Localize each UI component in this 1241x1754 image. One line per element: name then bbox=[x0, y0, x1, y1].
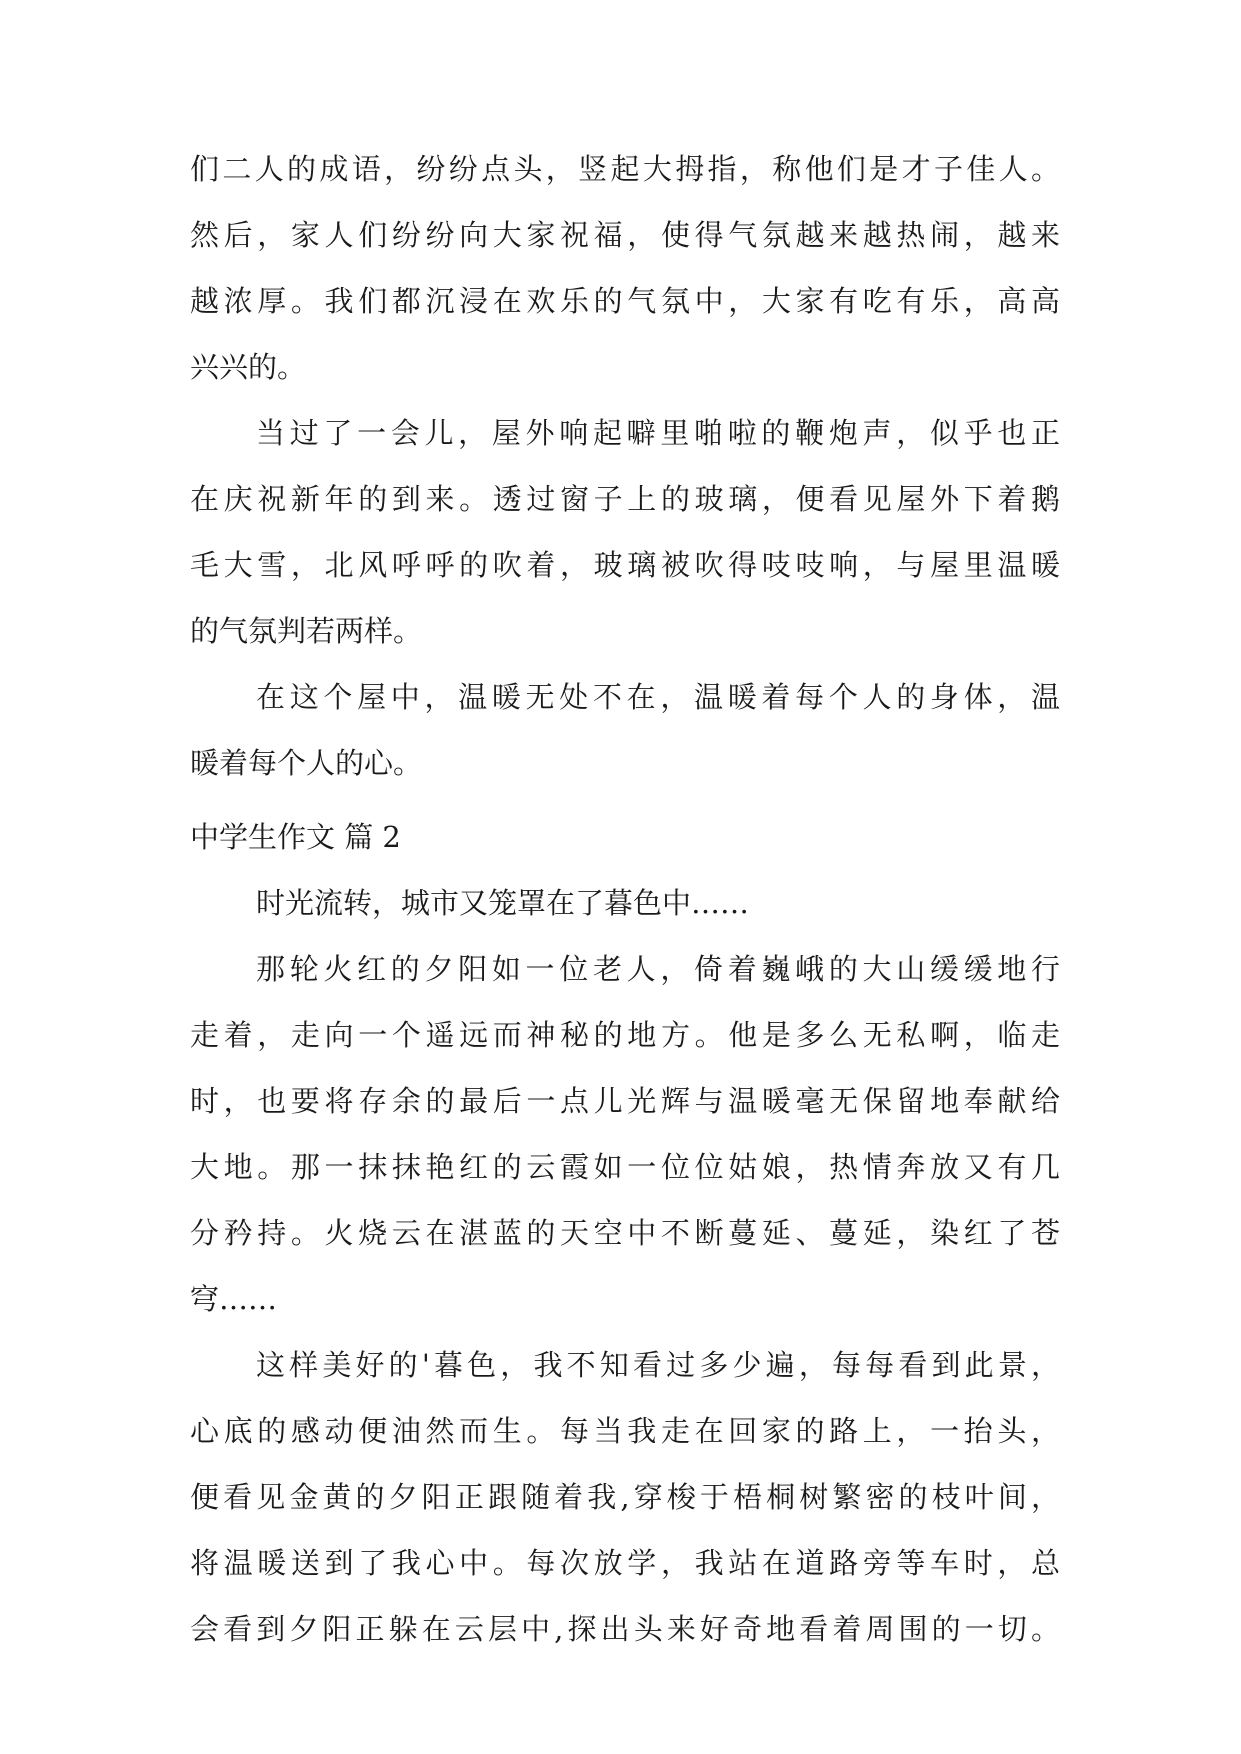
paragraph-line: 时，也要将存余的最后一点儿光辉与温暖毫无保留地奉献给 bbox=[190, 1084, 1060, 1118]
paragraph-line: 将温暖送到了我心中。每次放学，我站在道路旁等车时，总 bbox=[190, 1546, 1060, 1580]
paragraph-line: 分矜持。火烧云在湛蓝的天空中不断蔓延、蔓延，染红了苍 bbox=[190, 1216, 1060, 1250]
paragraph-line: 当过了一会儿，屋外响起噼里啪啦的鞭炮声，似乎也正 bbox=[256, 416, 1060, 450]
paragraph-line: 兴兴的。 bbox=[190, 350, 307, 384]
paragraph-line: 毛大雪，北风呼呼的吹着，玻璃被吹得吱吱响，与屋里温暖 bbox=[190, 548, 1060, 582]
paragraph-line: 的气氛判若两样。 bbox=[190, 614, 423, 648]
paragraph-line: 越浓厚。我们都沉浸在欢乐的气氛中，大家有吃有乐，高高 bbox=[190, 284, 1060, 318]
paragraph-line: 会看到夕阳正躲在云层中,探出头来好奇地看着周围的一切。 bbox=[190, 1612, 1060, 1646]
paragraph-line: 便看见金黄的夕阳正跟随着我,穿梭于梧桐树繁密的枝叶间， bbox=[190, 1480, 1060, 1514]
essay1-continuation bbox=[190, 136, 1060, 796]
paragraph-line: 大地。那一抹抹艳红的云霞如一位位姑娘，热情奔放又有几 bbox=[190, 1150, 1060, 1184]
paragraph-line: 走着，走向一个遥远而神秘的地方。他是多么无私啊，临走 bbox=[190, 1018, 1060, 1052]
essay-heading: 中学生作文 篇 2 bbox=[190, 820, 401, 854]
paragraph-line: 穹…… bbox=[190, 1282, 278, 1316]
paragraph-line: 在庆祝新年的到来。透过窗子上的玻璃，便看见屋外下着鹅 bbox=[190, 482, 1060, 516]
paragraph-line: 在这个屋中，温暖无处不在，温暖着每个人的身体，温 bbox=[256, 680, 1060, 714]
paragraph-line: 这样美好的'暮色，我不知看过多少遍，每每看到此景， bbox=[256, 1348, 1060, 1382]
paragraph-line: 心底的感动便油然而生。每当我走在回家的路上，一抬头， bbox=[190, 1414, 1060, 1448]
paragraph-line: 时光流转，城市又笼罩在了暮色中…… bbox=[256, 886, 750, 920]
essay2 bbox=[190, 804, 1060, 1662]
paragraph-line: 们二人的成语，纷纷点头，竖起大拇指，称他们是才子佳人。 bbox=[190, 152, 1060, 186]
paragraph-line: 那轮火红的夕阳如一位老人，倚着巍峨的大山缓缓地行 bbox=[256, 952, 1060, 986]
paragraph-line: 然后，家人们纷纷向大家祝福，使得气氛越来越热闹，越来 bbox=[190, 218, 1060, 252]
paragraph-line: 暖着每个人的心。 bbox=[190, 746, 423, 780]
